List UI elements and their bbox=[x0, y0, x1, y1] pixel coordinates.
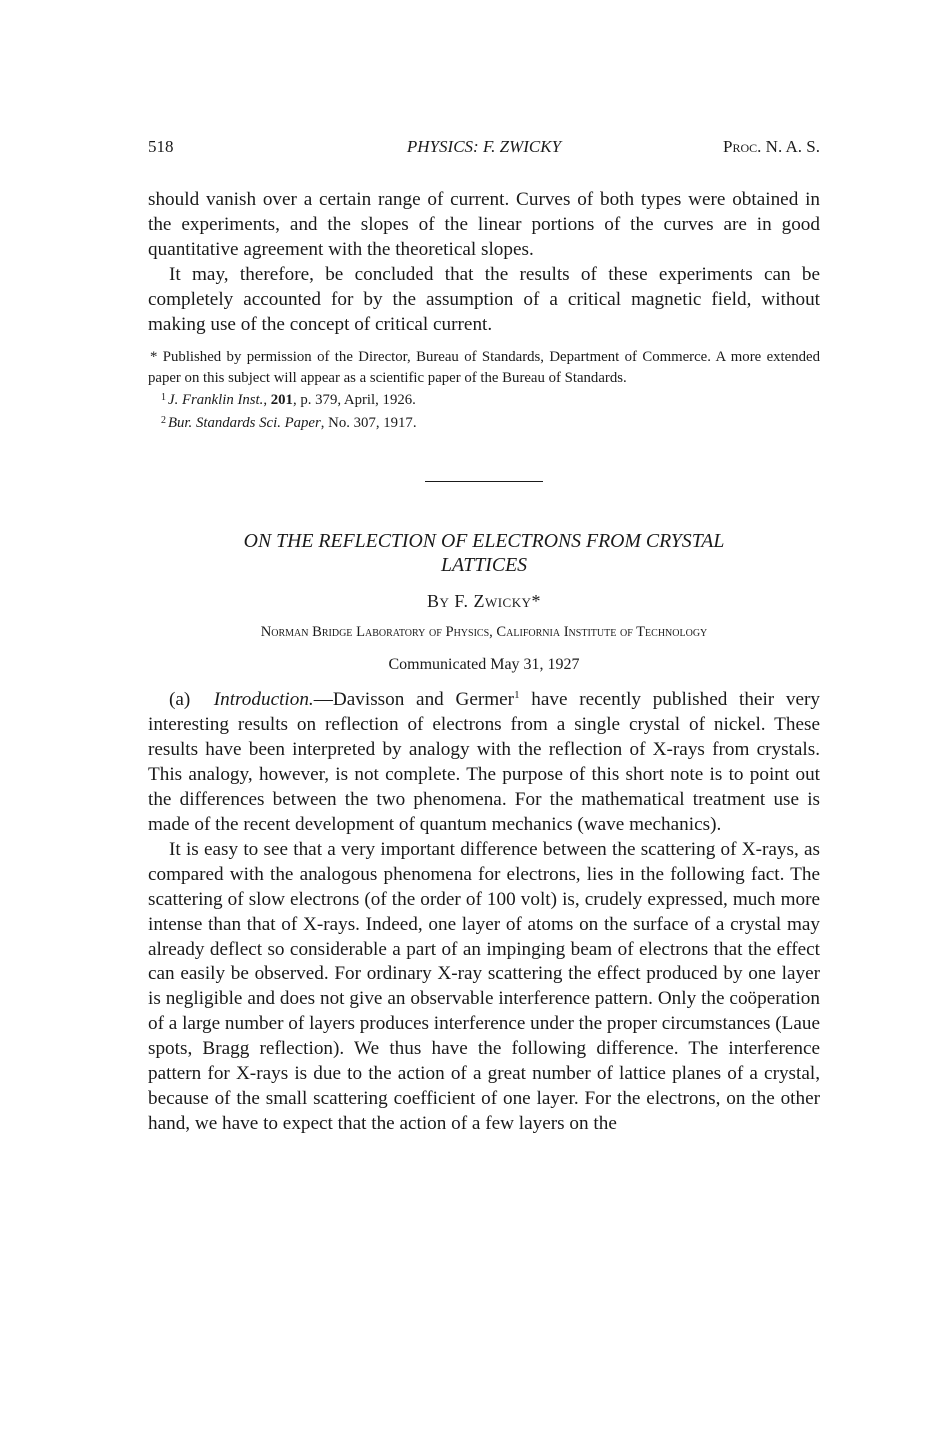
body-paragraph-2: It is easy to see that a very important difference between the scattering of X-rays, as compared with the analogous phenomena for electrons, lies in the following fact. The scattering of slow electrons (of the order of 100 volt) is, crudely expressed, much more intense than that of X-rays. Indeed, one layer of atoms on the surface of a crystal may already deflect so considerable a part of an impinging beam of electrons that the effect can easily be observed. For ordinary X-ray scattering the effect produced by one layer is negligible and does not give an observable interference pattern. Only the coöperation of a large number of layers produces interference under the proper circumstances (Laue spots, Bragg reflection). We thus have the following difference. The interference pattern for X-rays is due to the action of a great number of lattice planes of a crystal, because of the small scattering coefficient of one layer. For the electrons, on the other hand, we have to expect that the action of a few layers on the bbox=[148, 838, 820, 1134]
article-title bbox=[148, 529, 820, 577]
author-byline: By F. Zwicky* bbox=[426, 591, 541, 612]
journal-abbreviation: Proc. N. A. S. bbox=[723, 137, 820, 156]
footnote-1-comma: , bbox=[263, 392, 271, 409]
footnote-1 bbox=[148, 388, 820, 411]
footnote-1-marker: 1 bbox=[161, 392, 166, 404]
footnote-1-journal: J. Franklin Inst. bbox=[168, 392, 264, 409]
footnote-1-volume: 201 bbox=[270, 392, 293, 409]
section-label: (a) bbox=[169, 689, 191, 711]
section-divider bbox=[425, 481, 543, 482]
journal-page bbox=[148, 137, 820, 1137]
article-title-line-1: ON THE REFLECTION OF ELECTRONS FROM CRYSTAL bbox=[243, 530, 725, 553]
article-body bbox=[148, 688, 820, 1136]
introduction-paragraph bbox=[148, 688, 820, 837]
footnote-star: * Published by permission of the Director, Bureau of Standards, Department of Commerce. A more extended paper on this subject will appear as a scientific paper of the Bureau of Standards. bbox=[148, 349, 820, 386]
running-title: PHYSICS: F. ZWICKY bbox=[406, 137, 562, 156]
article-title-line-2: LATTICES bbox=[440, 554, 528, 577]
footnote-1-rest: , p. 379, April, 1926. bbox=[292, 392, 416, 409]
conclusion-paragraph: It may, therefore, be concluded that the results of these experiments can be completely accounted for by the assumption of a critical magnetic field, without making use of the concept of critical current. bbox=[148, 263, 820, 335]
continued-text bbox=[148, 188, 820, 337]
footnote-2 bbox=[148, 411, 820, 434]
intro-text: have recently published their very interesting results on reflection of electrons from a single crystal of nickel. These results have been interpreted by analogy with the reflection of X-rays from crystals. This analogy, however, is not complete. The purpose of this short note is to point out the differences between the two phenomena. For the mathematical treatment use is made of the recent development of quantum mechanics (wave mechanics). bbox=[148, 689, 820, 835]
page-number: 518 bbox=[148, 137, 174, 156]
footnote-2-marker: 2 bbox=[161, 414, 166, 426]
intro-ref-marker: 1 bbox=[514, 689, 520, 702]
continued-paragraph: should vanish over a certain range of current. Curves of both types were obtained in the experiments, and the slopes of the linear portions of the curves are in good quantitative agreement with the theoretical slopes. bbox=[148, 189, 820, 260]
author-affiliation: Norman Bridge Laboratory of Physics, California Institute of Technology bbox=[260, 624, 708, 641]
running-head bbox=[148, 137, 820, 161]
communicated-date: Communicated May 31, 1927 bbox=[388, 656, 580, 674]
footnotes bbox=[148, 347, 820, 433]
footnote-2-rest: , No. 307, 1917. bbox=[320, 414, 417, 431]
intro-lead: —Davisson and Germer bbox=[313, 689, 515, 711]
section-title: Introduction. bbox=[213, 689, 314, 711]
footnote-2-journal: Bur. Standards Sci. Paper bbox=[168, 414, 321, 431]
